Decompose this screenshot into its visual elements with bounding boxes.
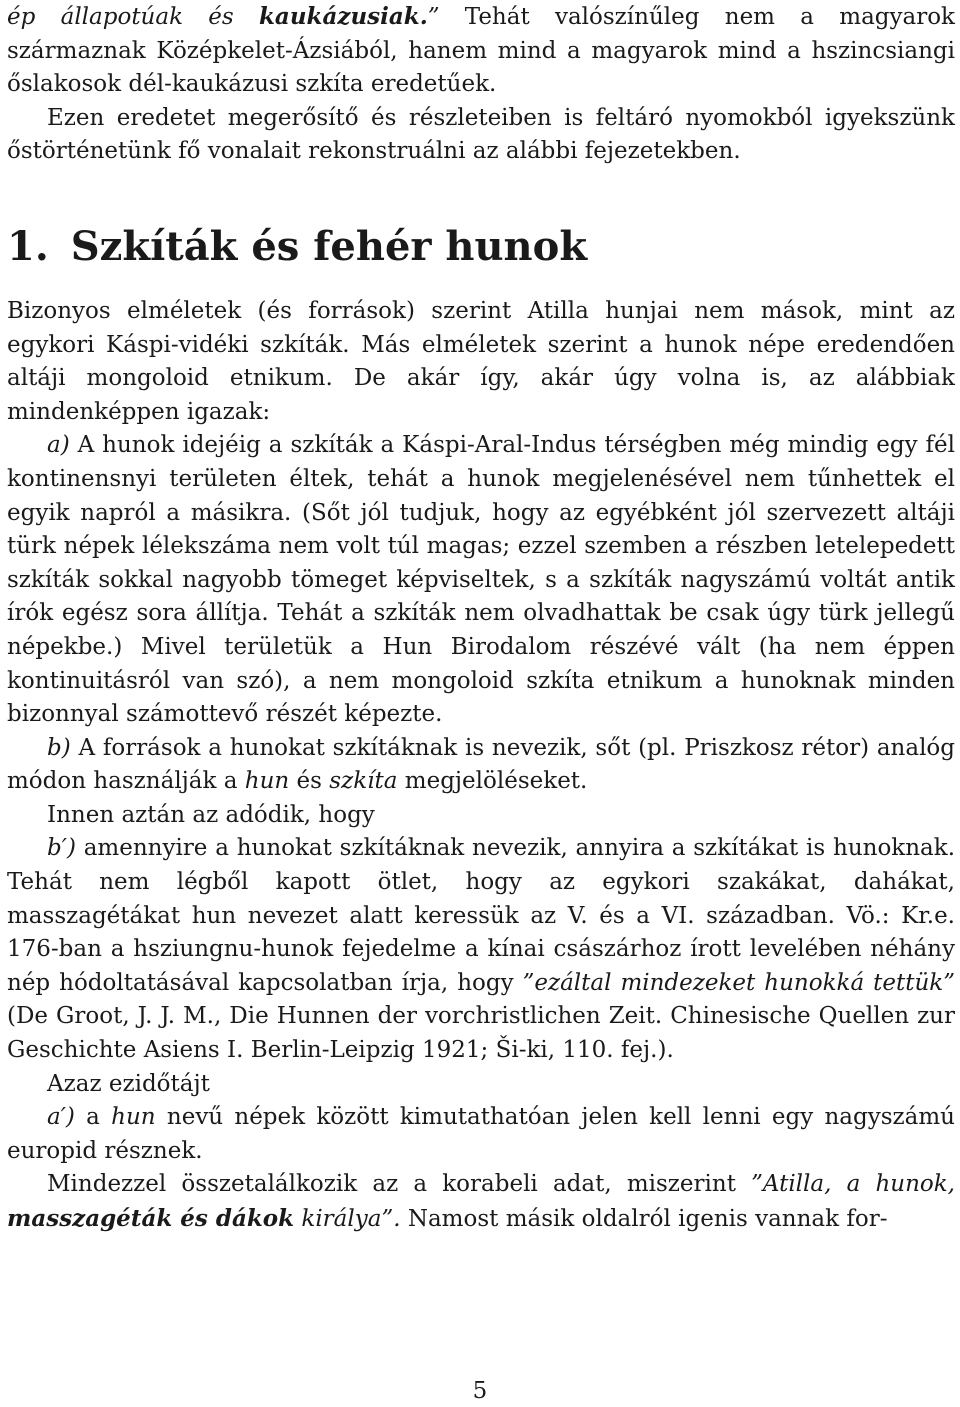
item-b-prime-text-1: amennyire a hunokat szkítáknak nevezik, annyira a szkítákat is hunoknak. Tehát nem légből kapott ötlet, hogy az egykori szakákat, dahákat, masszagétákat hun nevezet alatt keressük az V. és a VI. században. Vö.: Kr.e. 176-ban a hsziungnu-hunok fejedelme a kínai császárhoz írott levelében néhány nép hódoltatásával kapcsolatban írja, hogy xyxy=(7,835,955,996)
item-b-text-1: A források a hunokat szkítáknak is nevezik, sőt (pl. Priszkosz rétor) analóg módon használják a xyxy=(7,734,955,795)
last-quote-2: királya”. xyxy=(294,1206,401,1232)
intro-lead-quote: ” xyxy=(427,4,440,30)
body-paragraph-1: Bizonyos elméletek (és források) szerint Atilla hunjai nem mások, mint az egykori Káspi-vidéki szkíták. Más elméletek szerint a hunok népe eredendően altáji mongoloid etnikum. De akár így, akár úgy volna is, az alábbiak mindenképpen igazak: xyxy=(7,297,955,425)
intro-lead-italic: ép állapotúak és xyxy=(7,4,259,30)
page-body xyxy=(7,0,955,1237)
item-b-prime xyxy=(7,832,955,1067)
item-a-prime-label: a′) xyxy=(47,1104,75,1131)
item-b-label: b) xyxy=(47,734,71,761)
item-b-szkita: szkíta xyxy=(329,768,398,795)
item-a xyxy=(7,429,955,731)
item-b-prime-text-2: (De Groot, J. J. M., Die Hunnen der vorchristlichen Zeit. Chinesische Quellen zur Geschichte Asiens I. Berlin-Leipzig 1921; Ši-ki, 110. fej.). xyxy=(7,1003,955,1064)
item-a-prime-text-1: a xyxy=(74,1104,112,1131)
innen-line: Innen aztán az adódik, hogy xyxy=(47,801,375,828)
item-b-hun: hun xyxy=(244,768,290,795)
section-title: Szkíták és fehér hunok xyxy=(70,222,588,270)
item-a-text: A hunok idejéig a szkíták a Káspi-Aral-Indus térségben még mindig egy fél kontinensnyi területen éltek, tehát a hunok megjelenésével nem tűnhettek el egyik napról a másikra. (Sőt jól tudjuk, hogy az egyébként jól szervezett altáji türk népek lélekszáma nem volt túl magas; ezzel szemben a részben letelepedett szkíták sokkal nagyobb tömeget képviseltek, s a szkíták nagyszámú voltát antik írók egész sora állítja. Tehát a szkíták nem olvadhattak be csak úgy türk jellegű népekbe.) Mivel területük a Hun Birodalom részévé vált (ha nem éppen kontinuitásról van szó), a nem mongoloid szkíta etnikum a hunoknak minden bizonnyal számottevő részét képezte. xyxy=(7,432,955,728)
section-heading xyxy=(7,223,955,271)
last-quote-1: ”Atilla, a hunok, xyxy=(751,1171,955,1198)
last-bold: masszagéták és dákok xyxy=(7,1205,295,1232)
item-b xyxy=(7,732,955,799)
item-a-prime-hun: hun xyxy=(111,1104,156,1131)
item-b-text-2: és xyxy=(289,768,330,795)
intro-paragraph-2: Ezen eredetet megerősítő és részleteiben is feltáró nyomokból igyekszünk őstörténetünk fő vonalait rekonstruálni az alábbi fejezetekben. xyxy=(7,104,955,165)
item-a-label: a) xyxy=(47,432,70,459)
page-number: 5 xyxy=(472,1378,488,1404)
section-number: 1. xyxy=(7,222,49,270)
item-b-prime-quote: ”ezáltal mindezeket hunokká tettük” xyxy=(522,969,955,996)
item-a-prime-text-2: nevű népek között kimutathatóan jelen kell lenni egy nagyszámú europid résznek. xyxy=(7,1104,955,1164)
intro-paragraph-1 xyxy=(7,0,955,102)
last-text-2: Namost másik oldalról igenis vannak for- xyxy=(400,1206,888,1232)
intro-p1-text: Tehát valószínűleg nem a magyarok származnak Középkelet-Ázsiából, hanem mind a magyarok mind a hszincsiangi őslakosok dél-kaukázusi szkíta eredetűek. xyxy=(7,4,955,98)
item-b-prime-label: b′) xyxy=(47,835,76,862)
last-paragraph xyxy=(7,1168,955,1236)
azaz-line: Azaz ezidőtájt xyxy=(47,1070,210,1097)
last-text-1: Mindezzel összetalálkozik az a korabeli adat, miszerint xyxy=(47,1171,752,1198)
intro-lead-bold: kaukázusiak. xyxy=(259,3,428,30)
item-a-prime xyxy=(7,1101,955,1168)
item-b-text-3: megjelöléseket. xyxy=(397,768,588,795)
